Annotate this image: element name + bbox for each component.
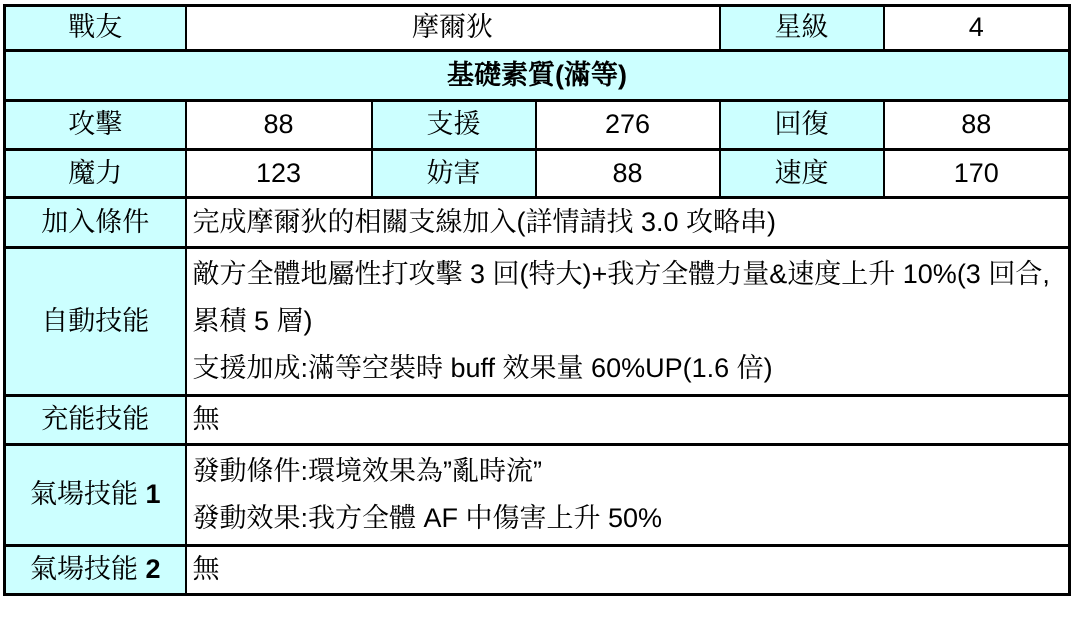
charge-skill-label-cell: 充能技能 — [5, 396, 186, 445]
star-value-cell: 4 — [884, 6, 1070, 51]
charge-skill-row — [5, 396, 1070, 445]
aura-skill-1-line-2: 發動效果:我方全體 AF 中傷害上升 50% — [192, 503, 663, 533]
aura-skill-2-label-cell — [5, 546, 186, 595]
aura-skill-2-label: 氣場技能 — [29, 554, 138, 585]
stat-value-hindrance: 88 — [536, 150, 720, 198]
aura-skill-2-value-cell: 無 — [186, 546, 1070, 595]
stat-value-speed: 170 — [884, 150, 1070, 198]
join-condition-row — [5, 198, 1070, 248]
stat-value-magic: 123 — [186, 150, 372, 198]
join-condition-label-cell: 加入條件 — [5, 198, 186, 248]
stats-row-2 — [5, 150, 1070, 198]
aura-skill-2-row — [5, 546, 1070, 595]
ally-label-cell: 戰友 — [5, 6, 186, 51]
aura-skill-2-number: 2 — [145, 554, 161, 585]
header-row — [5, 6, 1070, 51]
section-header-row — [5, 51, 1070, 101]
auto-skill-line-2: 支援加成:滿等空裝時 buff 效果量 60%UP(1.6 倍) — [192, 353, 773, 383]
stat-value-attack: 88 — [186, 101, 372, 150]
auto-skill-row — [5, 248, 1070, 396]
join-condition-value-cell: 完成摩爾狄的相關支線加入(詳情請找 3.0 攻略串) — [186, 198, 1070, 248]
aura-skill-1-label: 氣場技能 — [29, 479, 138, 510]
auto-skill-label-cell: 自動技能 — [5, 248, 186, 396]
aura-skill-1-label-cell — [5, 445, 186, 546]
character-info-table — [3, 4, 1071, 596]
stat-label-hindrance: 妨害 — [372, 150, 536, 198]
stats-row-1 — [5, 101, 1070, 150]
stat-label-attack: 攻擊 — [5, 101, 186, 150]
star-label-cell: 星級 — [720, 6, 884, 51]
stat-value-support: 276 — [536, 101, 720, 150]
ally-name-cell: 摩爾狄 — [186, 6, 720, 51]
base-stats-title-cell: 基礎素質(滿等) — [5, 51, 1070, 101]
aura-skill-1-row — [5, 445, 1070, 546]
stat-label-support: 支援 — [372, 101, 536, 150]
stat-label-speed: 速度 — [720, 150, 884, 198]
auto-skill-value-cell — [186, 248, 1070, 396]
charge-skill-value-cell: 無 — [186, 396, 1070, 445]
stat-value-recovery: 88 — [884, 101, 1070, 150]
stat-label-recovery: 回復 — [720, 101, 884, 150]
auto-skill-line-1: 敵方全體地屬性打攻擊 3 回(特大)+我方全體力量&速度上升 10%(3 回合,累積 5 層) — [192, 259, 1050, 336]
stat-label-magic: 魔力 — [5, 150, 186, 198]
aura-skill-1-value-cell — [186, 445, 1070, 546]
aura-skill-1-line-1: 發動條件:環境效果為”亂時流” — [192, 456, 542, 486]
aura-skill-1-number: 1 — [145, 479, 161, 510]
